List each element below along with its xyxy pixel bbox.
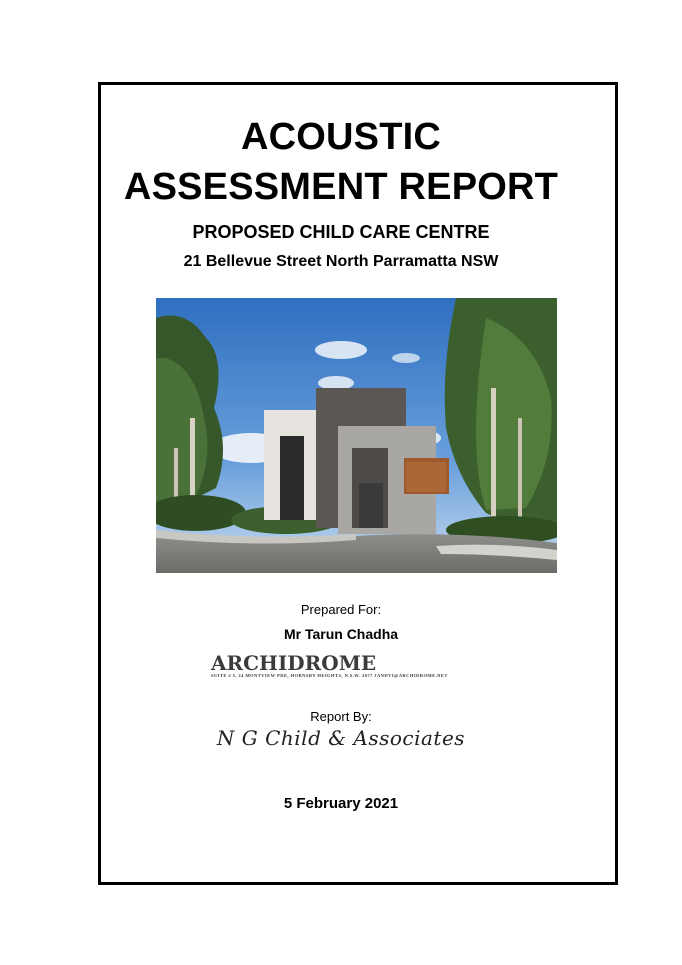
archidrome-wordmark: ARCHIDROME xyxy=(211,651,377,675)
building-rendering-image xyxy=(156,298,557,573)
report-title-line-1: ACOUSTIC xyxy=(240,116,442,158)
report-by-label: Report By: xyxy=(310,709,372,724)
author-signature: N G Child & Associates xyxy=(216,726,466,750)
client-name: Mr Tarun Chadha xyxy=(283,626,399,642)
report-title xyxy=(0,112,682,212)
prepared-for-label: Prepared For: xyxy=(300,602,382,617)
archidrome-address-line: SUITE # 5, 24 MONTVIEW PDE, HORNSBY HEIGHTS, N.S.W. 2077 JANDVI@ARCHIDROME.NET xyxy=(211,673,448,678)
archidrome-logo xyxy=(211,652,503,682)
report-subtitle: PROPOSED CHILD CARE CENTRE xyxy=(192,222,490,242)
site-address: 21 Bellevue Street North Parramatta NSW xyxy=(183,253,499,270)
report-date: 5 February 2021 xyxy=(283,795,399,812)
report-title-line-2: ASSESSMENT REPORT xyxy=(123,166,559,208)
